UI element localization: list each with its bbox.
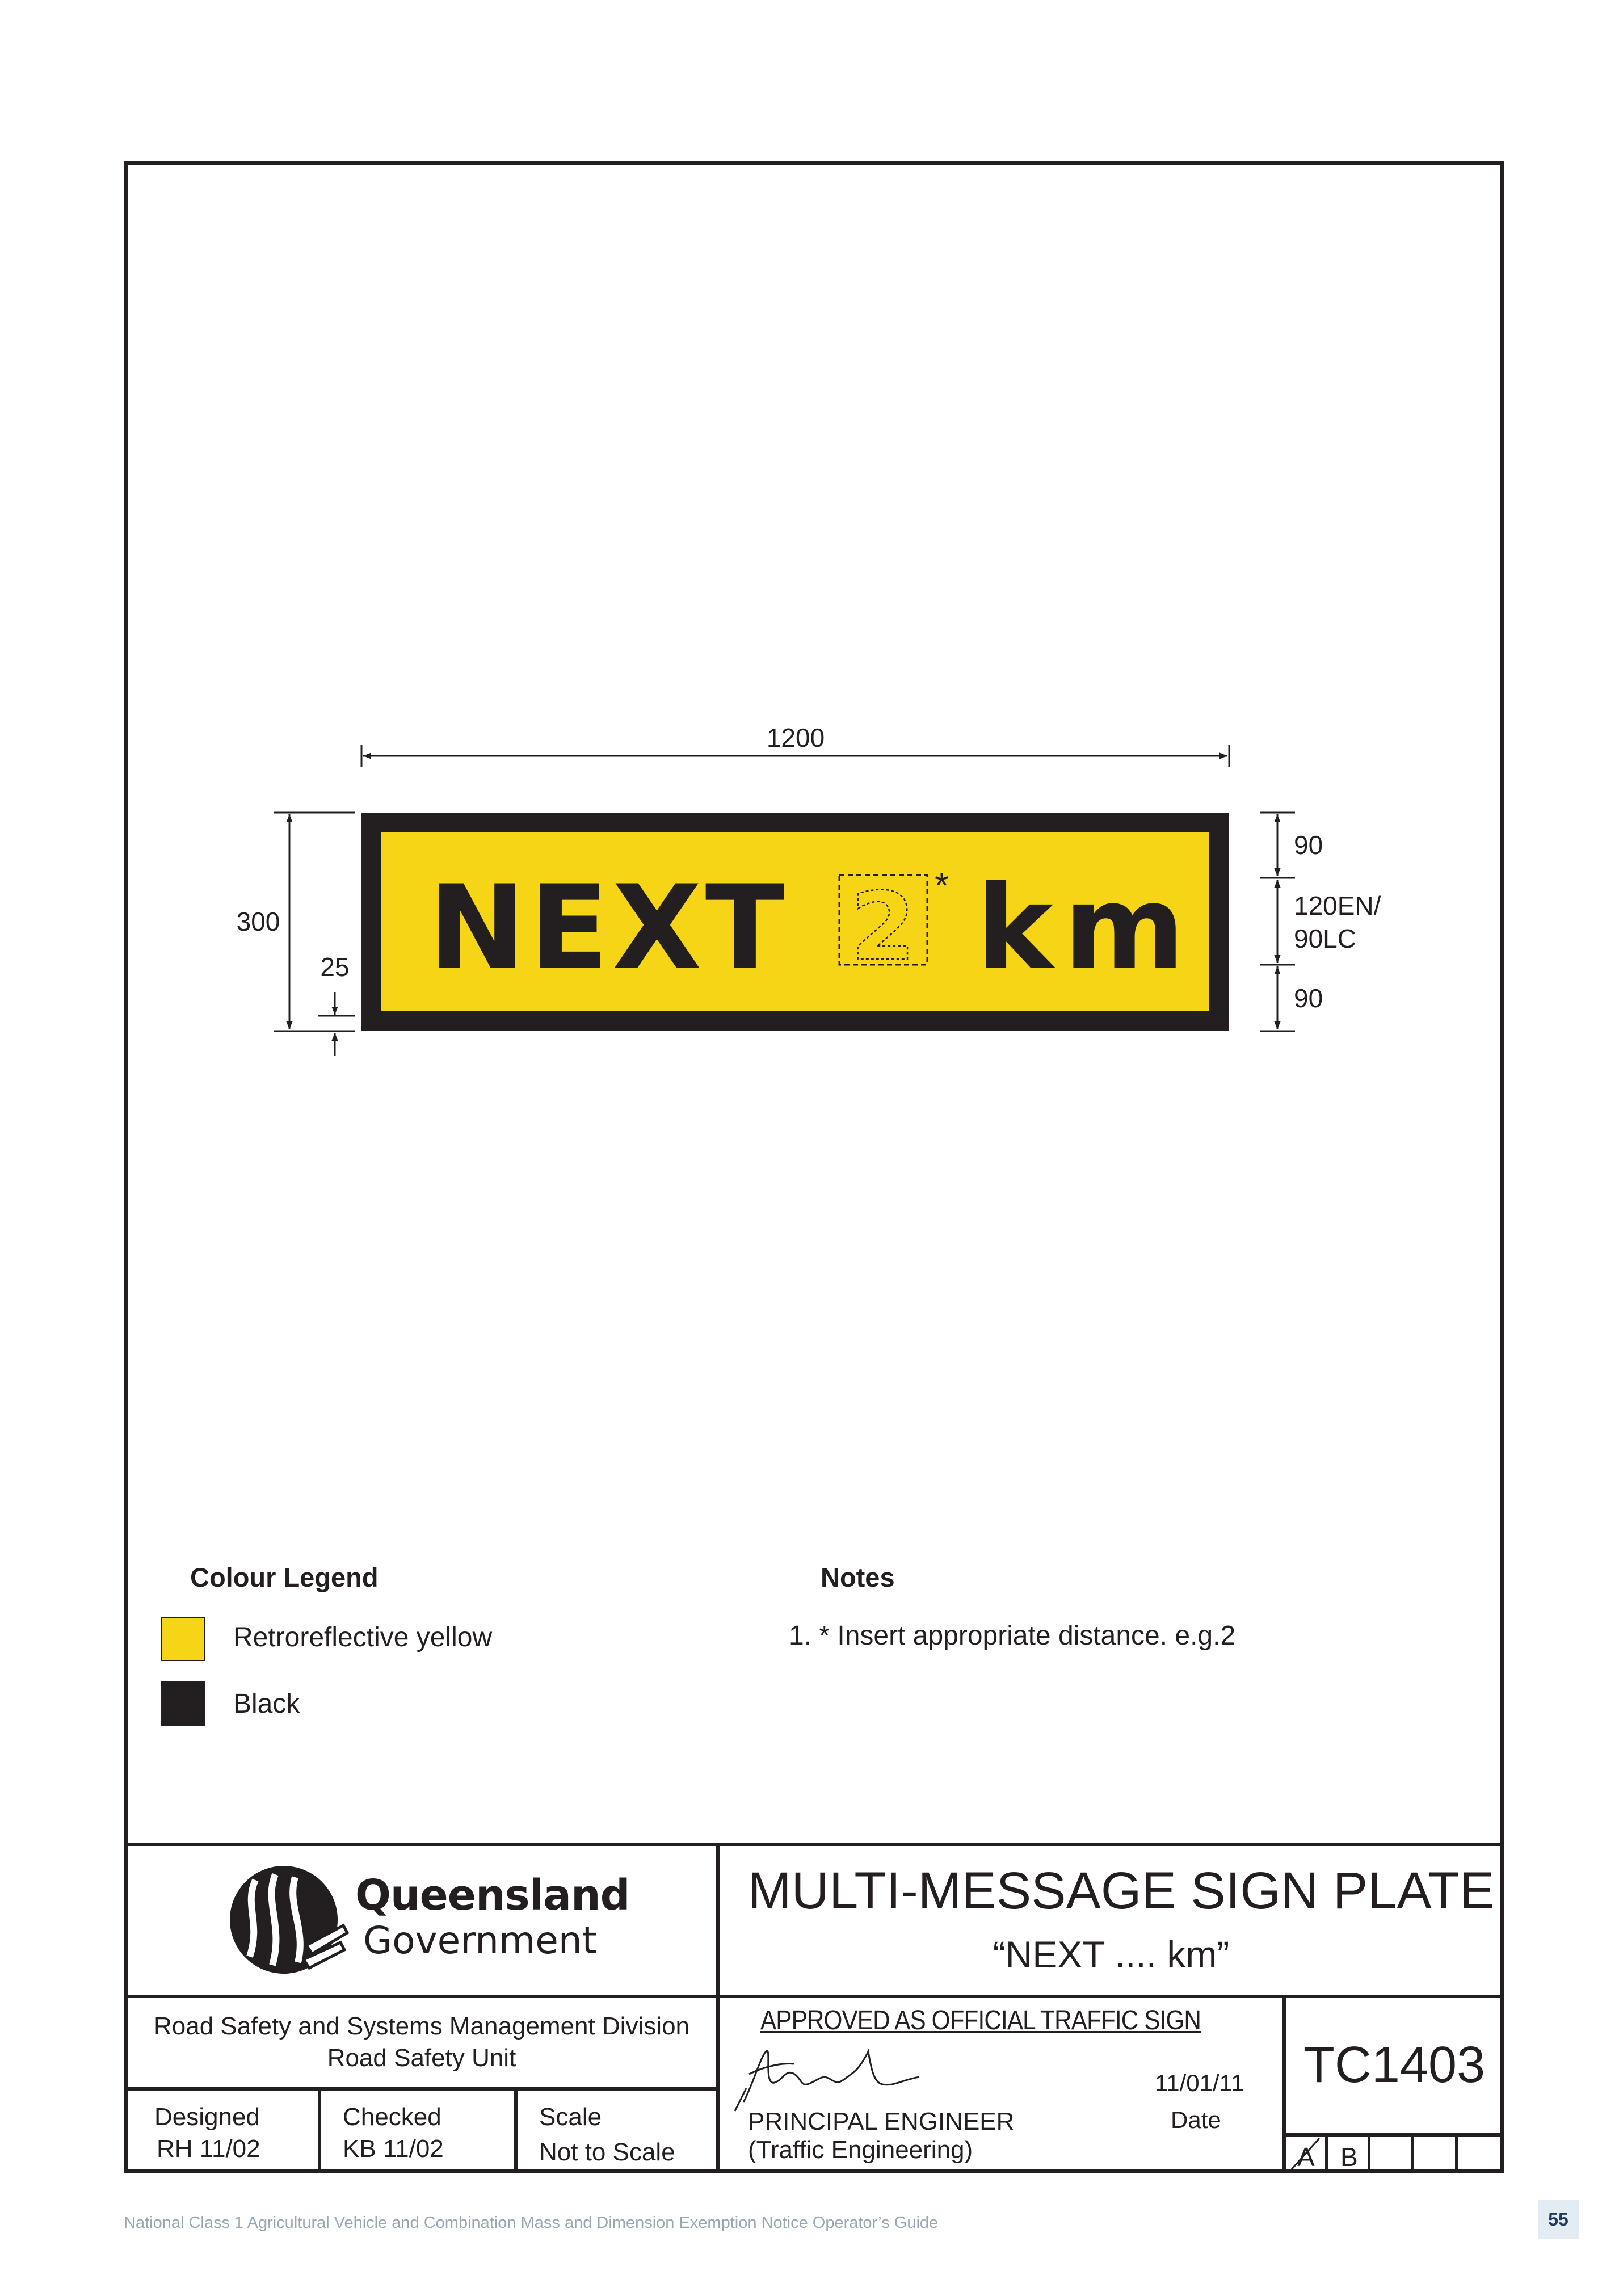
- division-name: Road Safety and Systems Management Division: [153, 2012, 690, 2040]
- note-item: 1. * Insert appropriate distance. e.g.2: [789, 1621, 1236, 1651]
- engineer-department: (Traffic Engineering): [748, 2136, 973, 2164]
- title-block-top-line: [125, 1843, 1503, 1846]
- designed-label: Designed: [154, 2103, 260, 2131]
- vertical-dimensions: [1260, 813, 1295, 1031]
- scale-label: Scale: [539, 2103, 602, 2131]
- letter-height-label-1: 120EN/: [1294, 891, 1381, 920]
- sign-distance-example: 2: [850, 872, 916, 981]
- drawing-number: TC1403: [1303, 2037, 1486, 2093]
- scale-value: Not to Scale: [539, 2138, 675, 2166]
- black-swatch: [161, 1681, 205, 1726]
- revision-cell-5: [1455, 2136, 1500, 2173]
- unit-name: Road Safety Unit: [327, 2044, 516, 2072]
- designer-divider-1: [318, 2087, 321, 2173]
- checked-value: KB 11/02: [343, 2135, 444, 2163]
- height-dimension-label: 300: [236, 907, 280, 936]
- yellow-swatch: [161, 1617, 205, 1661]
- sign-word-next: NEXT: [428, 861, 788, 996]
- sign-drawing: [0, 0, 1619, 1135]
- revision-a: A: [1297, 2142, 1315, 2172]
- title-block-divider: [716, 1843, 720, 2173]
- revision-cell-a: [1282, 2136, 1328, 2173]
- logo-queensland: Queensland: [355, 1871, 630, 1920]
- revision-cell-3: [1368, 2136, 1413, 2173]
- sign-title: MULTI-MESSAGE SIGN PLATE: [748, 1862, 1495, 1920]
- width-dimension-label: 1200: [766, 723, 825, 752]
- designer-divider-2: [514, 2087, 518, 2173]
- queensland-government-crest: [221, 1860, 358, 1979]
- letter-height-label-2: 90LC: [1294, 924, 1356, 953]
- bottom-margin-label: 90: [1294, 983, 1323, 1013]
- date-label: Date: [1171, 2106, 1221, 2133]
- designer-row-line: [125, 2087, 718, 2091]
- logo-government: Government: [363, 1919, 597, 1962]
- legend-label-black: Black: [233, 1689, 300, 1719]
- designed-value: RH 11/02: [157, 2135, 260, 2163]
- engineer-title: PRINCIPAL ENGINEER: [748, 2108, 1015, 2135]
- notes-heading: Notes: [821, 1562, 895, 1592]
- checked-label: Checked: [343, 2103, 441, 2131]
- border-dimension-label: 25: [320, 952, 350, 982]
- revision-cell-b: [1325, 2136, 1370, 2173]
- colour-legend-heading: Colour Legend: [190, 1562, 379, 1592]
- revision-cell-4: [1411, 2136, 1457, 2173]
- revision-b: B: [1340, 2142, 1358, 2172]
- top-margin-label: 90: [1294, 830, 1323, 860]
- sign-subtitle: “NEXT .... km”: [993, 1933, 1230, 1975]
- page-number: 55: [1538, 2200, 1579, 2239]
- legend-label-yellow: Retroreflective yellow: [233, 1622, 493, 1652]
- sign-word-km: km: [976, 861, 1195, 996]
- sign-asterisk: *: [935, 865, 949, 906]
- approval-date: 11/01/11: [1155, 2070, 1244, 2096]
- engineer-signature: [732, 2034, 936, 2114]
- title-block-mid-line: [125, 1995, 1503, 1998]
- approved-stamp: APPROVED AS OFFICIAL TRAFFIC SIGN: [760, 2005, 1201, 2036]
- revision-a-strike: [1288, 2137, 1322, 2171]
- footer-guide-title: National Class 1 Agricultural Vehicle and Combination Mass and Dimension Exemption Notice Operator’s Guide: [124, 2214, 939, 2232]
- height-dimension: [274, 813, 355, 1056]
